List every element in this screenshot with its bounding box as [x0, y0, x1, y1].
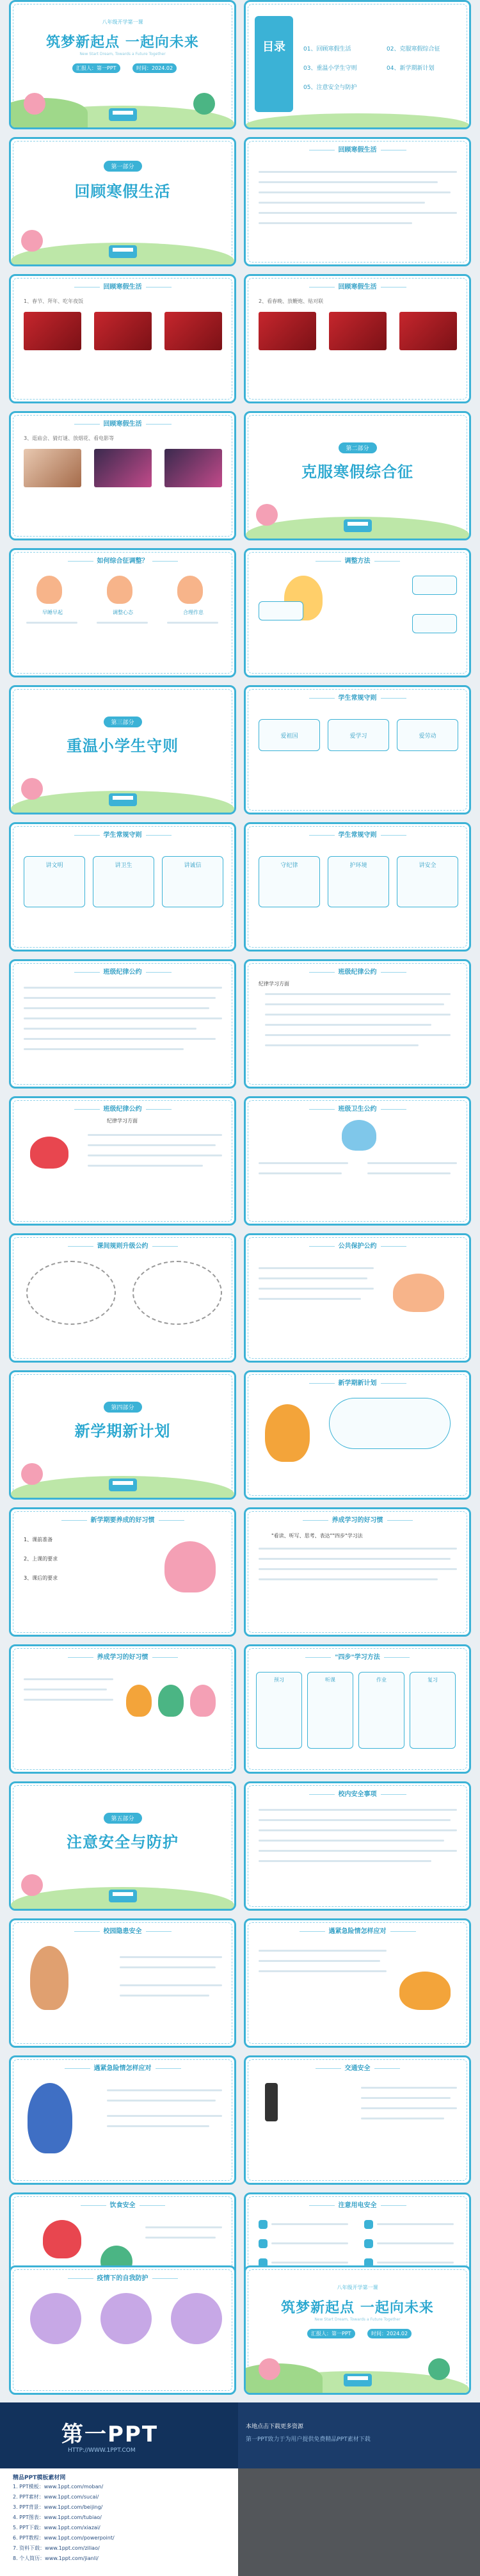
bus-icon — [109, 793, 137, 806]
slide-header: 注意用电安全 — [246, 2199, 469, 2209]
text-line — [26, 622, 77, 624]
text-line — [24, 1699, 113, 1701]
cloud-frame — [26, 1261, 116, 1325]
slide-header: 饮食安全 — [11, 2199, 234, 2209]
hill-decoration — [9, 98, 88, 127]
slide-header: 养成学习的好习惯 — [11, 1651, 234, 1661]
slide-review-1[interactable] — [9, 274, 236, 403]
bullet-icon — [364, 2239, 373, 2248]
photo — [329, 312, 387, 350]
text-line — [361, 2097, 451, 2099]
child-illustration — [36, 576, 62, 604]
end-title: 筑梦新起点 一起向未来 — [281, 2300, 434, 2316]
bullet-icon — [259, 2239, 268, 2248]
slide-header: 学生常规守则 — [11, 829, 234, 839]
link-item[interactable]: 7. 资料下载：www.1ppt.com/ziliao/ — [13, 2545, 100, 2551]
slide-header: 公共保护公约 — [246, 1240, 469, 1250]
slide-caption: 1、春节、拜年、吃年夜饭 — [24, 298, 84, 304]
cover-tag-presenter: 汇报人：第一PPT — [72, 63, 120, 73]
method-box — [259, 601, 303, 620]
text-line — [24, 1689, 107, 1690]
toc-item[interactable]: 05、注意安全与防护 — [303, 85, 357, 91]
tree-icon — [21, 1874, 43, 1896]
link-item[interactable]: 2. PPT素材：www.1ppt.com/sucai/ — [13, 2494, 99, 2500]
text-line — [107, 2125, 209, 2127]
link-item[interactable]: 3. PPT背景：www.1ppt.com/beijing/ — [13, 2504, 103, 2510]
step-card: 预习 — [256, 1672, 302, 1749]
slide-toc[interactable] — [244, 0, 471, 129]
slide-rules-3[interactable] — [244, 822, 471, 952]
habit-item: 1、课前准备 — [24, 1537, 53, 1543]
slide-header: 疫情下的自我防护 — [11, 2272, 234, 2282]
text-line — [167, 622, 218, 624]
part-title: 注意安全与防护 — [67, 1833, 179, 1851]
rule-card: 守纪律 — [259, 856, 320, 907]
text-line — [88, 1154, 222, 1156]
slide-public[interactable] — [244, 1233, 471, 1363]
rule-card: 爱劳动 — [397, 719, 458, 751]
food-illustration — [43, 2220, 81, 2258]
text-line — [88, 1134, 222, 1136]
slide-new-plan[interactable] — [244, 1370, 471, 1500]
step-card: 听课 — [307, 1672, 353, 1749]
text-line — [259, 1548, 457, 1550]
tree-icon — [21, 230, 43, 252]
classroom-kids-illustration — [393, 1274, 444, 1312]
link-item[interactable]: 5. PPT下载：www.1ppt.com/xiazai/ — [13, 2525, 100, 2531]
bullet-icon — [259, 2220, 268, 2229]
slide-header: 回顾寒假生活 — [11, 281, 234, 291]
text-line — [265, 1044, 419, 1046]
cover-tag-date: 时间：2024.02 — [132, 63, 177, 73]
link-item[interactable]: 6. PPT教程：www.1ppt.com/powerpoint/ — [13, 2535, 115, 2541]
slide-header: 养成学习的好习惯 — [246, 1514, 469, 1524]
tree-icon — [21, 778, 43, 800]
text-line — [24, 987, 222, 989]
photo — [164, 312, 222, 350]
tree-icon — [256, 504, 278, 526]
slide-hygiene[interactable] — [244, 1096, 471, 1226]
step-card: 复习 — [410, 1672, 456, 1749]
studying-kid-illustration — [164, 1541, 216, 1592]
site-logo[interactable]: 第一PPT — [61, 2422, 159, 2447]
cover-title: 筑梦新起点 一起向未来 — [46, 35, 199, 51]
boy-illustration — [30, 1946, 68, 2010]
text-line — [259, 1288, 374, 1290]
text-line — [377, 2262, 454, 2264]
slide-rules-2[interactable] — [9, 822, 236, 952]
text-line — [259, 222, 412, 224]
slide-header: 学生常规守则 — [246, 829, 469, 839]
kids-illustration — [399, 1972, 451, 2010]
link-item[interactable]: 1. PPT模板：www.1ppt.com/moban/ — [13, 2484, 104, 2490]
text-line — [361, 2087, 457, 2089]
slide-header: 班级纪律公约 — [246, 966, 469, 976]
part-tag: 第四部分 — [103, 1402, 141, 1413]
slide-part-1[interactable] — [9, 137, 236, 266]
rule-card: 爱学习 — [328, 719, 389, 751]
kid-illustration — [190, 1685, 216, 1717]
slide-recess[interactable] — [9, 1233, 236, 1363]
adjust-label: 早睡早起 — [42, 610, 63, 615]
text-line — [120, 1956, 222, 1958]
toc-item[interactable]: 03、重温小学生守则 — [303, 65, 357, 72]
bus-icon — [109, 108, 137, 121]
photo — [94, 312, 152, 350]
slide-end[interactable] — [244, 2265, 471, 2395]
slide-part-5[interactable] — [9, 1781, 236, 1911]
text-line — [24, 1038, 216, 1040]
gray-fill — [238, 2468, 480, 2576]
text-line — [259, 181, 438, 183]
download-note-line[interactable]: 本地点击下载更多资源 — [246, 2424, 304, 2430]
slide-header: 课间规则升级公约 — [11, 1240, 234, 1250]
habit-item: 3、课后的要求 — [24, 1575, 58, 1581]
slide-header: 回顾寒假生活 — [246, 144, 469, 154]
text-line — [265, 993, 451, 995]
text-line — [259, 1172, 342, 1174]
method-box — [412, 614, 457, 633]
part-tag: 第一部分 — [103, 161, 141, 172]
end-header: 八年级开学第一课 — [337, 2285, 378, 2290]
part-title: 克服寒假综合征 — [301, 463, 413, 481]
bus-icon — [109, 245, 137, 258]
slide-header: 校内安全事项 — [246, 1788, 469, 1798]
slide-header: "四步"学习方法 — [246, 1651, 469, 1661]
rule-card: 爱祖国 — [259, 719, 320, 751]
photo — [259, 312, 316, 350]
end-tag-presenter: 汇报人：第一PPT — [307, 2329, 355, 2338]
photo — [24, 312, 81, 350]
site-url[interactable]: HTTP://WWW.1PPT.COM — [68, 2447, 136, 2454]
tree-icon — [21, 1463, 43, 1485]
slide-caption: 3、逛庙会、猜灯谜、放烟花、看电影等 — [24, 435, 115, 441]
link-item[interactable]: 4. PPT图表：www.1ppt.com/tubiao/ — [13, 2515, 102, 2520]
slide-part-4[interactable] — [9, 1370, 236, 1500]
text-line — [24, 1007, 209, 1009]
text-line — [259, 1162, 348, 1164]
toc-item[interactable]: 02、克服寒假综合征 — [387, 46, 440, 53]
text-line — [259, 1298, 361, 1300]
part-title: 新学期新计划 — [74, 1422, 171, 1440]
slide-header: 学生常规守则 — [246, 692, 469, 702]
slide-learning-habit[interactable] — [244, 1507, 471, 1637]
slide-hazards[interactable] — [9, 1918, 236, 2048]
slide-caption: "看读、听写、思考、表达""四步"学习法 — [271, 1533, 363, 1539]
step-card: 作业 — [358, 1672, 404, 1749]
rocket-kid-illustration — [30, 1137, 68, 1169]
text-line — [120, 1966, 216, 1968]
slide-emergency-1[interactable] — [244, 1918, 471, 2048]
end-subtitle-en: New Start Dream, Towards a Future Together — [314, 2317, 401, 2322]
text-line — [24, 1048, 184, 1050]
question-kid-illustration — [265, 1404, 310, 1462]
child-illustration — [107, 576, 132, 604]
slide-header: 校园隐患安全 — [11, 1925, 234, 1935]
text-line — [88, 1165, 203, 1167]
slide-subheading: 纪律学习方面 — [259, 981, 289, 987]
bus-icon — [109, 1890, 137, 1902]
hill-decoration — [246, 113, 469, 127]
text-line — [97, 622, 148, 624]
toc-item[interactable]: 04、新学期新计划 — [387, 65, 435, 72]
text-line — [259, 1960, 380, 1962]
slide-discipline-2[interactable] — [244, 959, 471, 1089]
part-tag: 第三部分 — [103, 717, 141, 727]
text-line — [88, 1144, 216, 1146]
text-line — [259, 1578, 438, 1580]
slide-habits[interactable] — [9, 1507, 236, 1637]
photo — [94, 449, 152, 487]
handwash-icon — [30, 2293, 81, 2344]
slide-traffic[interactable] — [244, 2055, 471, 2185]
slide-learning-habit-2[interactable] — [9, 1644, 236, 1774]
child-illustration — [177, 576, 203, 604]
tree-icon — [24, 93, 45, 115]
text-line — [145, 2237, 216, 2239]
habit-item: 2、上课的要求 — [24, 1556, 58, 1562]
text-line — [361, 2118, 444, 2119]
text-line — [259, 1267, 374, 1269]
text-line — [107, 2100, 216, 2102]
part-title: 重温小学生守则 — [67, 737, 179, 755]
text-line — [265, 1014, 451, 1016]
text-line — [271, 2242, 348, 2244]
handwash-icon — [100, 2293, 152, 2344]
text-line — [259, 1829, 457, 1831]
end-tag-date: 时间：2024.02 — [367, 2329, 412, 2338]
photo — [24, 449, 81, 487]
part-tag: 第五部分 — [103, 1813, 141, 1824]
text-line — [259, 1819, 451, 1821]
text-line — [259, 1970, 387, 1972]
text-line — [107, 2115, 222, 2117]
slide-header: 新学期要养成的好习惯 — [11, 1514, 234, 1524]
text-line — [24, 1017, 222, 1019]
slide-header: 回顾寒假生活 — [11, 418, 234, 428]
text-line — [24, 1028, 196, 1030]
text-line — [24, 1678, 113, 1680]
text-line — [377, 2242, 454, 2244]
text-line — [259, 1277, 367, 1279]
method-box — [412, 576, 457, 595]
cover-header: 八年级开学第一课 — [102, 19, 143, 25]
slide-header: 调整方法 — [246, 555, 469, 565]
bus-icon — [109, 1478, 137, 1491]
text-line — [259, 202, 425, 204]
text-line — [145, 2226, 222, 2228]
text-line — [259, 191, 451, 193]
text-line — [259, 1558, 451, 1560]
slide-adjust[interactable] — [9, 548, 236, 677]
part-title: 回顾寒假生活 — [74, 182, 171, 200]
bullet-icon — [364, 2220, 373, 2229]
slide-header: 班级卫生公约 — [246, 1103, 469, 1113]
photo — [399, 312, 457, 350]
text-line — [24, 997, 216, 999]
toc-item[interactable]: 01、回顾寒假生活 — [303, 46, 351, 53]
slide-review-3[interactable] — [9, 411, 236, 540]
text-line — [259, 1568, 457, 1570]
slide-discipline-1[interactable] — [9, 959, 236, 1089]
slide-epidemic[interactable] — [9, 2265, 236, 2395]
text-line — [259, 1850, 457, 1852]
bus-icon — [344, 2374, 372, 2386]
tree-icon — [193, 93, 215, 115]
slide-emergency-2[interactable] — [9, 2055, 236, 2185]
tree-icon — [259, 2358, 280, 2380]
tree-icon — [428, 2358, 450, 2380]
text-line — [259, 1809, 457, 1811]
text-line — [259, 171, 457, 173]
link-list-title: 精品PPT模板素材网 — [13, 2475, 66, 2481]
logo-panel — [0, 2402, 238, 2468]
slide-method[interactable] — [244, 548, 471, 677]
text-line — [259, 212, 457, 214]
slide-header: 回顾寒假生活 — [246, 281, 469, 291]
slide-review-intro[interactable] — [244, 137, 471, 266]
slide-review-2[interactable] — [244, 274, 471, 403]
text-line — [259, 1840, 444, 1842]
slide-subheading: 纪律学习方面 — [107, 1118, 138, 1124]
link-list — [0, 2473, 238, 2569]
kid-illustration — [158, 1685, 184, 1717]
text-line — [367, 1172, 451, 1174]
slide-caption: 2、看春晚、放鞭炮、贴对联 — [259, 298, 324, 304]
cover-subtitle-en: New Start Dream, Towards a Future Together — [79, 52, 166, 56]
slide-cover[interactable] — [9, 0, 236, 129]
text-line — [259, 1950, 387, 1952]
text-line — [265, 1003, 444, 1005]
rule-card: 讲诚信 — [162, 856, 223, 907]
slide-four-step[interactable] — [244, 1644, 471, 1774]
slide-discipline-3[interactable] — [9, 1096, 236, 1226]
speech-bubble — [329, 1398, 451, 1449]
text-line — [271, 2262, 348, 2264]
slide-header: 班级纪律公约 — [11, 966, 234, 976]
toc-label: 目录 — [255, 16, 293, 112]
slide-rules-1[interactable] — [244, 685, 471, 814]
text-line — [265, 1024, 431, 1026]
download-note-panel — [238, 2402, 480, 2468]
rule-card: 讲安全 — [397, 856, 458, 907]
rule-card: 护环境 — [328, 856, 389, 907]
rule-card: 讲卫生 — [93, 856, 154, 907]
download-note-line: 第一PPT致力于为用户提供免费精品PPT素材下载 — [246, 2436, 371, 2443]
text-line — [259, 1860, 431, 1862]
text-line — [107, 2089, 222, 2091]
bus-icon — [344, 519, 372, 532]
photo — [164, 449, 222, 487]
slide-header: 遇紧急险情怎样应对 — [11, 2062, 234, 2072]
slide-header: 班级纪律公约 — [11, 1103, 234, 1113]
text-line — [361, 2107, 457, 2109]
slide-campus-safety[interactable] — [244, 1781, 471, 1911]
text-line — [120, 1995, 209, 1997]
link-item[interactable]: 8. 个人简历：www.1ppt.com/jianli/ — [13, 2556, 99, 2561]
slide-part-2[interactable] — [244, 411, 471, 540]
cloud-frame — [132, 1261, 222, 1325]
adjust-label: 调整心态 — [113, 610, 133, 615]
slide-header: 新学期新计划 — [246, 1377, 469, 1387]
slide-header: 交通安全 — [246, 2062, 469, 2072]
slide-part-3[interactable] — [9, 685, 236, 814]
part-tag: 第二部分 — [338, 442, 376, 453]
adjust-label: 合理作息 — [183, 610, 204, 615]
traffic-light-icon — [265, 2083, 278, 2121]
students-illustration — [28, 2083, 72, 2153]
handwash-icon — [171, 2293, 222, 2344]
kid-illustration — [126, 1685, 152, 1717]
slide-header: 如何综合征调整？ — [11, 555, 234, 565]
text-line — [377, 2223, 454, 2225]
slide-header: 遇紧急险情怎样应对 — [246, 1925, 469, 1935]
cleaning-kids-illustration — [342, 1120, 376, 1151]
hill-decoration — [244, 2363, 323, 2393]
promo-banner — [0, 2402, 480, 2576]
text-line — [367, 1162, 457, 1164]
text-line — [120, 1984, 222, 1986]
rule-card: 讲文明 — [24, 856, 85, 907]
text-line — [271, 2223, 348, 2225]
text-line — [265, 1034, 451, 1036]
